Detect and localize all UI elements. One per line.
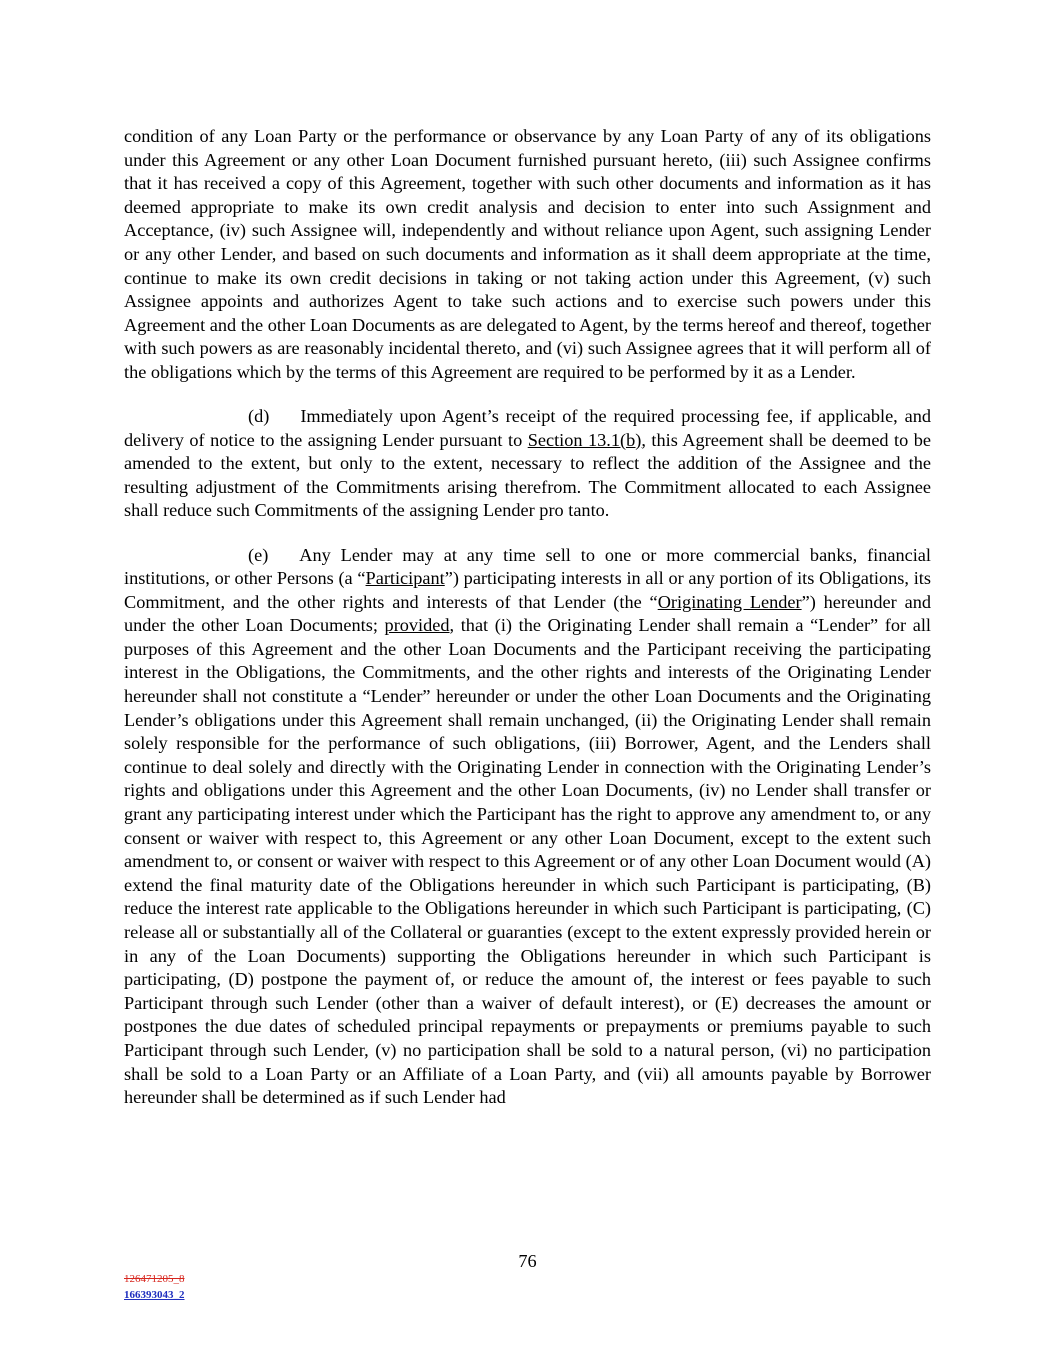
paragraph-e-text-2: ”) participating interests in all or any portion of its Obligations, its Commitment, and the other rights and interests of that Lender (the “: [124, 568, 931, 612]
paragraph-e-text-3: ”) hereunder and under the other Loan Documents;: [124, 591, 931, 636]
paragraph-d-text-2: , this Agreement shall be deemed to be amended to the extent, but only to the extent, necessary to reflect the addition of the Assignee and the resulting adjustment of the Commitments arising therefrom. The Commitment allocated to each Assignee shall reduce such Commitments of the assigning Lender pro tanto.: [124, 429, 932, 521]
paragraph-d: [124, 405, 931, 523]
document-id-deleted: 126471205_8: [124, 1273, 185, 1285]
paragraph-d-text-1: Immediately upon Agent’s receipt of the required processing fee, if applicable, and delivery of notice to the assigning Lender pursuant to: [124, 406, 931, 450]
page-number: 76: [518, 1251, 537, 1271]
section-reference: Section 13.1(b): [527, 429, 642, 450]
defined-term-originating-lender: Originating Lender: [657, 591, 802, 612]
paragraph-e-text-1: Any Lender may at any time sell to one or more commercial banks, financial institutions, or other Persons (a “: [124, 544, 931, 589]
paragraph-e-label: (e): [248, 544, 269, 565]
paragraph-e-text-4: , that (i) the Originating Lender shall remain a “Lender” for all purposes of this Agreement and the other Loan Documents and the Participant receiving the participating interest in the Obligations, the Commitments, and the other rights and interests of the Originating Lender hereunder shall not constitute a “Lender” hereunder or under the other Loan Documents and the Originating Lender’s obligations under this Agreement shall remain unchanged, (ii) the Originating Lender shall remain solely responsible for the performance of such obligations, (iii) Borrower, Agent, and the Lenders shall continue to deal solely and directly with the Originating Lender in connection with the Originating Lender’s rights and obligations under this Agreement and the other Loan Documents, (iv) no Lender shall transfer or grant any participating interest under which the Participant has the right to approve any amendment to, or any consent or waiver with respect to, this Agreement or any other Loan Document, except to the extent such amendment to, or consent or waiver with respect to this Agreement or of any other Loan Document would (A) extend the final maturity date of the Obligations hereunder in which such Participant is participating, (B) reduce the interest rate applicable to the Obligations hereunder in which such Participant is participating, (C) release all or substantially all of the Collateral or guaranties (except to the extent expressly provided herein or in any of the Loan Documents) supporting the Obligations hereunder in which such Participant is participating, (D) postpone the payment of, or reduce the amount of, the interest or fees payable to such Participant through such Lender (other than a waiver of default interest), or (E) decreases the amount or postpones the due dates of scheduled principal repayments or prepayments or premiums payable to such Participant through such Lender, (v) no participation shall be sold to a natural person, (vi) no participation shall be sold to a Loan Party or an Affiliate of a Loan Party, and (vii) all amounts payable by Borrower hereunder shall be determined as if such Lender had: [124, 615, 931, 1108]
document-id-inserted: 166393043_2: [124, 1289, 185, 1301]
defined-term-participant: Participant: [365, 568, 445, 589]
paragraph-e: [124, 544, 931, 1110]
paragraph-c-continuation: condition of any Loan Party or the performance or observance by any Loan Party of any of its obligations under this Agreement or any other Loan Document furnished pursuant hereto, (iii) such Assignee confirms that it has received a copy of this Agreement, together with such other documents and information as it has deemed appropriate to make its own credit analysis and decision to enter into such Assignment and Acceptance, (iv) such Assignee will, independently and without reliance upon Agent, such assigning Lender or any other Lender, and based on such documents and information as it shall deem appropriate at the time, continue to make its own credit decisions in taking or not taking action under this Agreement, (v) such Assignee appoints and authorizes Agent to take such actions and to exercise such powers under this Agreement and the other Loan Documents as are delegated to Agent, by the terms hereof and thereof, together with such powers as are reasonably incidental thereto, and (vi) such Assignee agrees that it will perform all of the obligations which by the terms of this Agreement are required to be performed by it as a Lender.: [124, 126, 931, 382]
term-provided: provided: [384, 615, 450, 636]
paragraph-d-label: (d): [248, 406, 270, 427]
document-body: [124, 125, 931, 1110]
